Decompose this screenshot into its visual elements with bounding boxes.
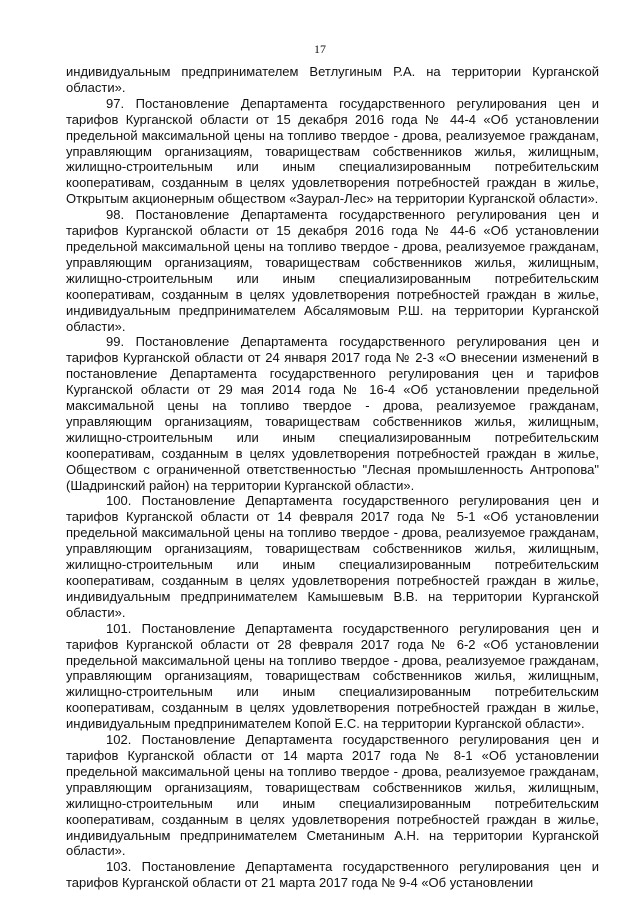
paragraph-99: 99. Постановление Департамента государственного регулирования цен и тарифов Курганской области от 24 января 2017 года № 2-3 «О внесении изменений в постановление Департамента государственного регулирования цен и тарифов Курганской области от 29 мая 2014 года № 16-4 «Об установлении предельной максимальной цены на топливо твердое - дрова, реализуемое гражданам, управляющим организациям, товариществам собственников жилья, жилищным, жилищно-строительным или иным специализированным потребительским кооперативам, созданным в целях удовлетворения потребностей граждан в жилье, Обществом с ограниченной ответственностью "Лесная промышленность Антропова" (Шадринский район) на территории Курганской области».: [66, 334, 599, 493]
paragraph-100: 100. Постановление Департамента государственного регулирования цен и тарифов Курганской области от 14 февраля 2017 года № 5-1 «Об установлении предельной максимальной цены на топливо твердое - дрова, реализуемое гражданам, управляющим организациям, товариществам собственников жилья, жилищным, жилищно-строительным или иным специализированным потребительским кооперативам, созданным в целях удовлетворения потребностей граждан в жилье, индивидуальным предпринимателем Камышевым В.В. на территории Курганской области».: [66, 493, 599, 620]
paragraph-96-continuation: индивидуальным предпринимателем Ветлугиным Р.А. на территории Курганской области».: [66, 64, 599, 95]
paragraph-103: 103. Постановление Департамента государственного регулирования цен и тарифов Курганской области от 21 марта 2017 года № 9-4 «Об установлении: [66, 859, 599, 891]
document-body: [66, 64, 599, 891]
paragraph-97: 97. Постановление Департамента государственного регулирования цен и тарифов Курганской области от 15 декабря 2016 года № 44-4 «Об установлении предельной максимальной цены на топливо твердое - дрова, реализуемое гражданам, управляющим организациям, товариществам собственников жилья, жилищным, жилищно-строительным или иным специализированным потребительским кооперативам, созданным в целях удовлетворения потребностей граждан в жилье, Открытым акционерным обществом «Заурал-Лес» на территории Курганской области».: [66, 95, 599, 207]
page-number: 17: [314, 42, 326, 56]
paragraph-101: 101. Постановление Департамента государственного регулирования цен и тарифов Курганской области от 28 февраля 2017 года № 6-2 «Об установлении предельной максимальной цены на топливо твердое - дрова, реализуемое гражданам, управляющим организациям, товариществам собственников жилья, жилищным, жилищно-строительным или иным специализированным потребительским кооперативам, созданным в целях удовлетворения потребностей граждан в жилье, индивидуальным предпринимателем Копой Е.С. на территории Курганской области».: [66, 620, 599, 732]
paragraph-98: 98. Постановление Департамента государственного регулирования цен и тарифов Курганской области от 15 декабря 2016 года № 44-6 «Об установлении предельной максимальной цены на топливо твердое - дрова, реализуемое гражданам, управляющим организациям, товариществам собственников жилья, жилищным, жилищно-строительным или иным специализированным потребительским кооперативам, созданным в целях удовлетворения потребностей граждан в жилье, индивидуальным предпринимателем Абсалямовым Р.Ш. на территории Курганской области».: [66, 207, 599, 334]
paragraph-102: 102. Постановление Департамента государственного регулирования цен и тарифов Курганской области от 14 марта 2017 года № 8-1 «Об установлении предельной максимальной цены на топливо твердое - дрова, реализуемое гражданам, управляющим организациям, товариществам собственников жилья, жилищным, жилищно-строительным или иным специализированным потребительским кооперативам, созданным в целях удовлетворения потребностей граждан в жилье, индивидуальным предпринимателем Сметаниным А.Н. на территории Курганской области».: [66, 732, 599, 859]
